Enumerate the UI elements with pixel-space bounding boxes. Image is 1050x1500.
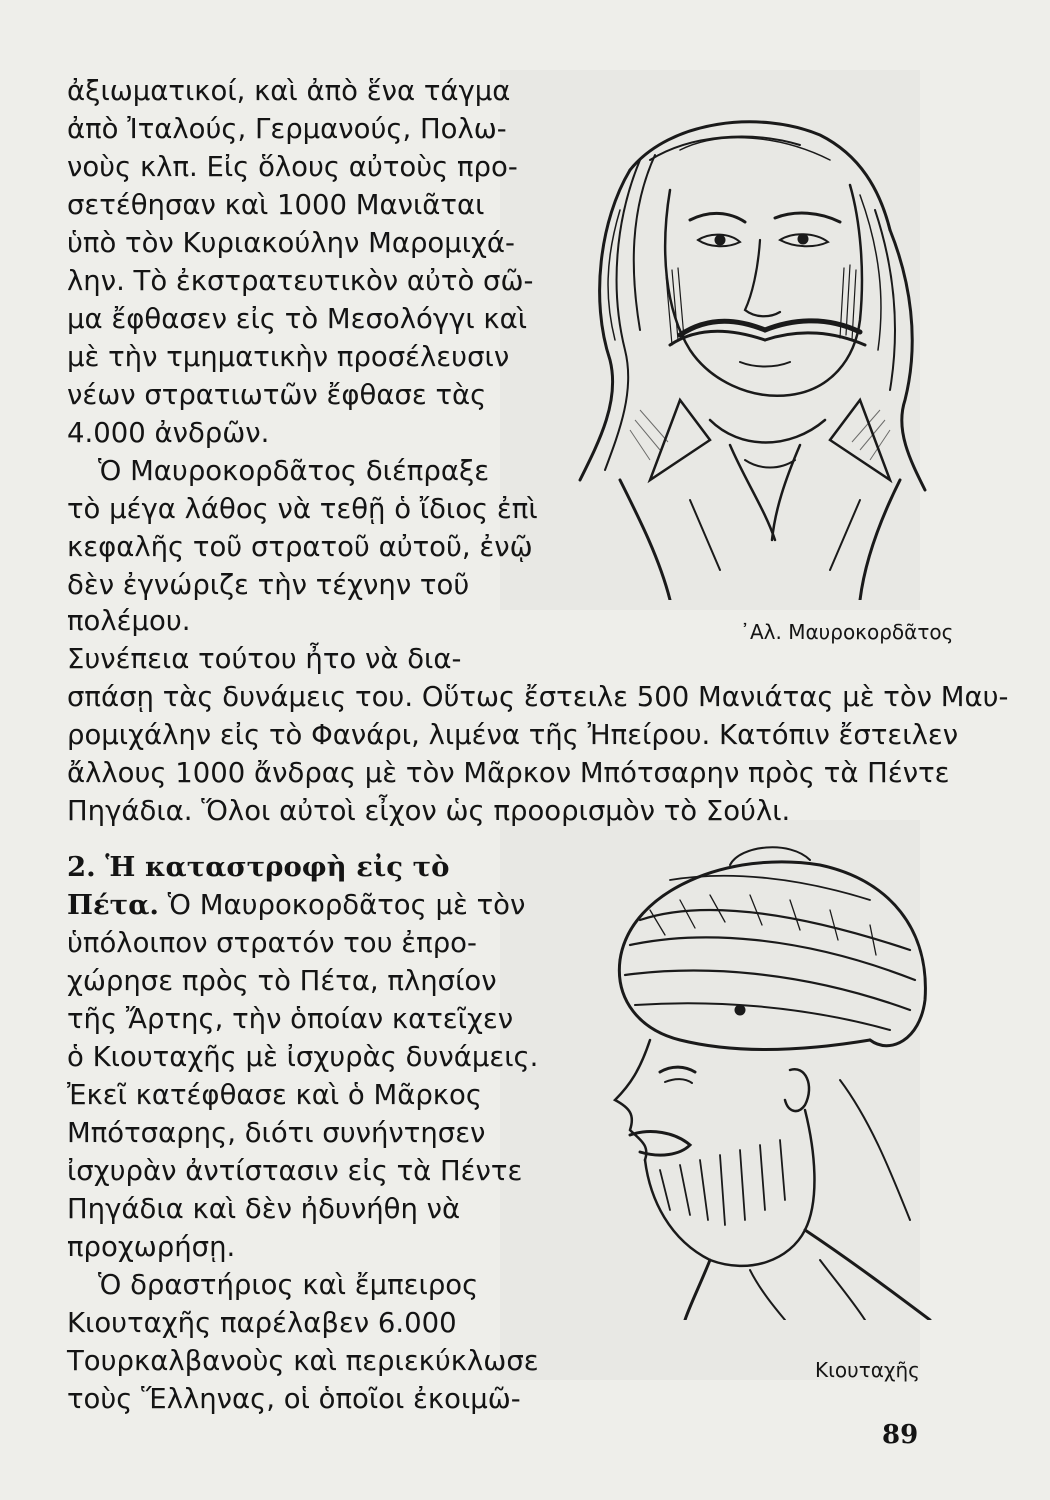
page-number: 89 [882,1420,919,1450]
text-line: ἄλλους 1000 ἄνδρας μὲ τὸν Μᾶρκον Μπότσαρην πρὸς τὰ Πέντε [67,757,950,789]
text-line: πολέμου. [67,605,191,637]
text-line: Ὁ Μαυροκορδᾶτος διέπραξε [98,455,490,487]
text-line: νοὺς κλπ. Εἰς ὅλους αὐτοὺς προ- [67,151,518,183]
text-line: τοὺς Ἕλληνας, οἱ ὁποῖοι ἐκοιμῶ- [67,1383,521,1415]
text-line: σετέθησαν καὶ 1000 Μανιᾶται [67,189,485,221]
text-line: Ἐκεῖ κατέφθασε καὶ ὁ Μᾶρκος [67,1079,482,1111]
text-line: 4.000 ἀνδρῶν. [67,417,270,449]
text-line: χώρησε πρὸς τὸ Πέτα, πλησίον [67,965,497,997]
text-line: Συνέπεια τούτου ἦτο νὰ δια- [67,643,462,675]
text-line: Πηγάδια. Ὅλοι αὐτοὶ εἶχον ὡς προορισμὸν τὸ Σούλι. [67,795,791,827]
text-line: ἀπὸ Ἰταλούς, Γερμανούς, Πολω- [67,113,507,145]
text-line: σπάσῃ τὰς δυνάμεις του. Οὕτως ἔστειλε 500 Μανιάτας μὲ τὸν Μαυ- [67,681,1009,713]
text-line: ρομιχάλην εἰς τὸ Φανάρι, λιμένα τῆς Ἠπείρου. Κατόπιν ἔστειλεν [67,719,959,751]
text-line: Τουρκαλβανοὺς καὶ περιεκύκλωσε [67,1345,539,1377]
text-line: ὑπόλοιπον στρατόν του ἐπρο- [67,927,477,959]
text-line: τῆς Ἄρτης, τὴν ὁποίαν κατεῖχεν [67,1003,514,1035]
text-line: ἀξιωματικοί, καὶ ἀπὸ ἕνα τάγμα [67,75,511,107]
text-line: δὲν ἐγνώριζε τὴν τέχνην τοῦ [67,569,470,601]
portrait-mavrokordatos [560,100,940,600]
portrait-kioutachis [590,840,940,1320]
text-line: Κιουταχῆς παρέλαβεν 6.000 [67,1307,457,1339]
caption-mavrokordatos: ᾿Αλ. Μαυροκορδᾶτος [740,620,954,644]
text-line: μὲ τὴν τμηματικὴν προσέλευσιν [67,341,510,373]
text-line: ἰσχυρὰν ἀντίστασιν εἰς τὰ Πέντε [67,1155,523,1187]
text-line: λην. Τὸ ἐκστρατευτικὸν αὐτὸ σῶ- [67,265,534,297]
text-line: ὑπὸ τὸν Κυριακούλην Μαρομιχά- [67,227,515,259]
text-line: τὸ μέγα λάθος νὰ τεθῇ ὁ ἴδιος ἐπὶ [67,493,538,525]
heading-bold-word: Πέτα. [67,889,159,921]
caption-kioutachis: Κιουταχῆς [815,1358,920,1382]
text-line: Ὁ δραστήριος καὶ ἔμπειρος [98,1269,479,1301]
heading-continuation-line [67,888,525,922]
text-line: νέων στρατιωτῶν ἔφθασε τὰς [67,379,487,411]
text-line: Πηγάδια καὶ δὲν ἠδυνήθη νὰ [67,1193,461,1225]
section-heading: 2. Ἡ καταστροφὴ εἰς τὸ [67,851,450,883]
text-line: ὁ Κιουταχῆς μὲ ἰσχυρὰς δυνάμεις. [67,1041,539,1073]
text-line: μα ἔφθασεν εἰς τὸ Μεσολόγγι καὶ [67,303,528,335]
heading-line-text: Ὁ Μαυροκορδᾶτος μὲ τὸν [158,889,526,921]
text-line: Μπότσαρης, διότι συνήντησεν [67,1117,486,1149]
text-line: κεφαλῆς τοῦ στρατοῦ αὐτοῦ, ἐνῷ [67,531,533,563]
text-line: προχωρήσῃ. [67,1231,236,1263]
